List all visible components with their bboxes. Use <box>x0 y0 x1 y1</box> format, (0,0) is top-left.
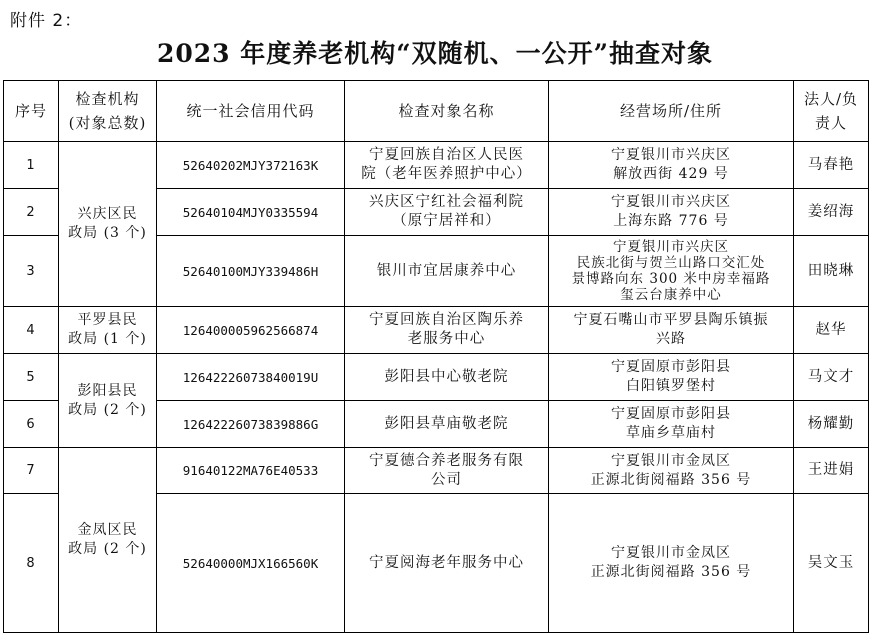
table-row <box>4 307 869 354</box>
header-target-name: 检查对象名称 <box>345 81 549 142</box>
address-cell: 宁夏固原市彭阳县 白阳镇罗堡村 <box>549 354 794 401</box>
attachment-label: 附件 2： <box>10 11 83 31</box>
row-seq: 3 <box>4 236 59 307</box>
target-name-cell: 彭阳县草庙敬老院 <box>345 401 549 448</box>
header-address: 经营场所/住所 <box>549 81 794 142</box>
legal-person-cell: 吴文玉 <box>794 494 869 633</box>
address-cell: 宁夏银川市金凤区 正源北街阅福路 356 号 <box>549 494 794 633</box>
page-title: 2023 年度养老机构“双随机、一公开”抽查对象 <box>156 39 714 68</box>
table-row <box>4 448 869 494</box>
target-name-cell: 银川市宜居康养中心 <box>345 236 549 307</box>
table-row <box>4 354 869 401</box>
address-cell: 宁夏银川市兴庆区 民族北街与贺兰山路口交汇处 景博路向东 300 米中房幸福路 玺云台康养中心 <box>549 236 794 307</box>
agency-cell: 兴庆区民 政局 (3 个) <box>59 142 157 307</box>
target-name-cell: 宁夏回族自治区陶乐养 老服务中心 <box>345 307 549 354</box>
legal-person-cell: 杨耀勤 <box>794 401 869 448</box>
credit-code-cell: 52640000MJX166560K <box>157 494 345 633</box>
row-seq: 7 <box>4 448 59 494</box>
credit-code-cell: 52640104MJY0335594 <box>157 189 345 236</box>
address-cell: 宁夏银川市兴庆区 上海东路 776 号 <box>549 189 794 236</box>
legal-person-cell: 赵华 <box>794 307 869 354</box>
address-cell: 宁夏银川市金凤区 正源北街阅福路 356 号 <box>549 448 794 494</box>
target-name-cell: 宁夏阅海老年服务中心 <box>345 494 549 633</box>
table-header-row <box>4 81 869 142</box>
credit-code-cell: 52640100MJY339486H <box>157 236 345 307</box>
legal-person-cell: 田晓琳 <box>794 236 869 307</box>
row-seq: 6 <box>4 401 59 448</box>
header-agency: 检查机构 (对象总数) <box>59 81 157 142</box>
credit-code-cell: 52640202MJY372163K <box>157 142 345 189</box>
row-seq: 8 <box>4 494 59 633</box>
address-cell: 宁夏固原市彭阳县 草庙乡草庙村 <box>549 401 794 448</box>
target-name-cell: 彭阳县中心敬老院 <box>345 354 549 401</box>
header-credit-code: 统一社会信用代码 <box>157 81 345 142</box>
row-seq: 1 <box>4 142 59 189</box>
legal-person-cell: 马春艳 <box>794 142 869 189</box>
agency-cell: 彭阳县民 政局 (2 个) <box>59 354 157 448</box>
address-cell: 宁夏银川市兴庆区 解放西街 429 号 <box>549 142 794 189</box>
row-seq: 5 <box>4 354 59 401</box>
header-seq: 序号 <box>4 81 59 142</box>
agency-cell: 金凤区民 政局 (2 个) <box>59 448 157 633</box>
credit-code-cell: 12642226073839886G <box>157 401 345 448</box>
address-cell: 宁夏石嘴山市平罗县陶乐镇振 兴路 <box>549 307 794 354</box>
target-name-cell: 宁夏回族自治区人民医 院（老年医养照护中心） <box>345 142 549 189</box>
row-seq: 2 <box>4 189 59 236</box>
credit-code-cell: 126400005962566874 <box>157 307 345 354</box>
credit-code-cell: 12642226073840019U <box>157 354 345 401</box>
credit-code-cell: 91640122MA76E40533 <box>157 448 345 494</box>
target-name-cell: 宁夏德合养老服务有限 公司 <box>345 448 549 494</box>
legal-person-cell: 姜绍海 <box>794 189 869 236</box>
target-name-cell: 兴庆区宁红社会福利院 （原宁居祥和） <box>345 189 549 236</box>
legal-person-cell: 马文才 <box>794 354 869 401</box>
table-row <box>4 142 869 189</box>
agency-cell: 平罗县民 政局 (1 个) <box>59 307 157 354</box>
inspection-table <box>3 80 869 633</box>
legal-person-cell: 王进娟 <box>794 448 869 494</box>
header-legal-person: 法人/负 责人 <box>794 81 869 142</box>
row-seq: 4 <box>4 307 59 354</box>
